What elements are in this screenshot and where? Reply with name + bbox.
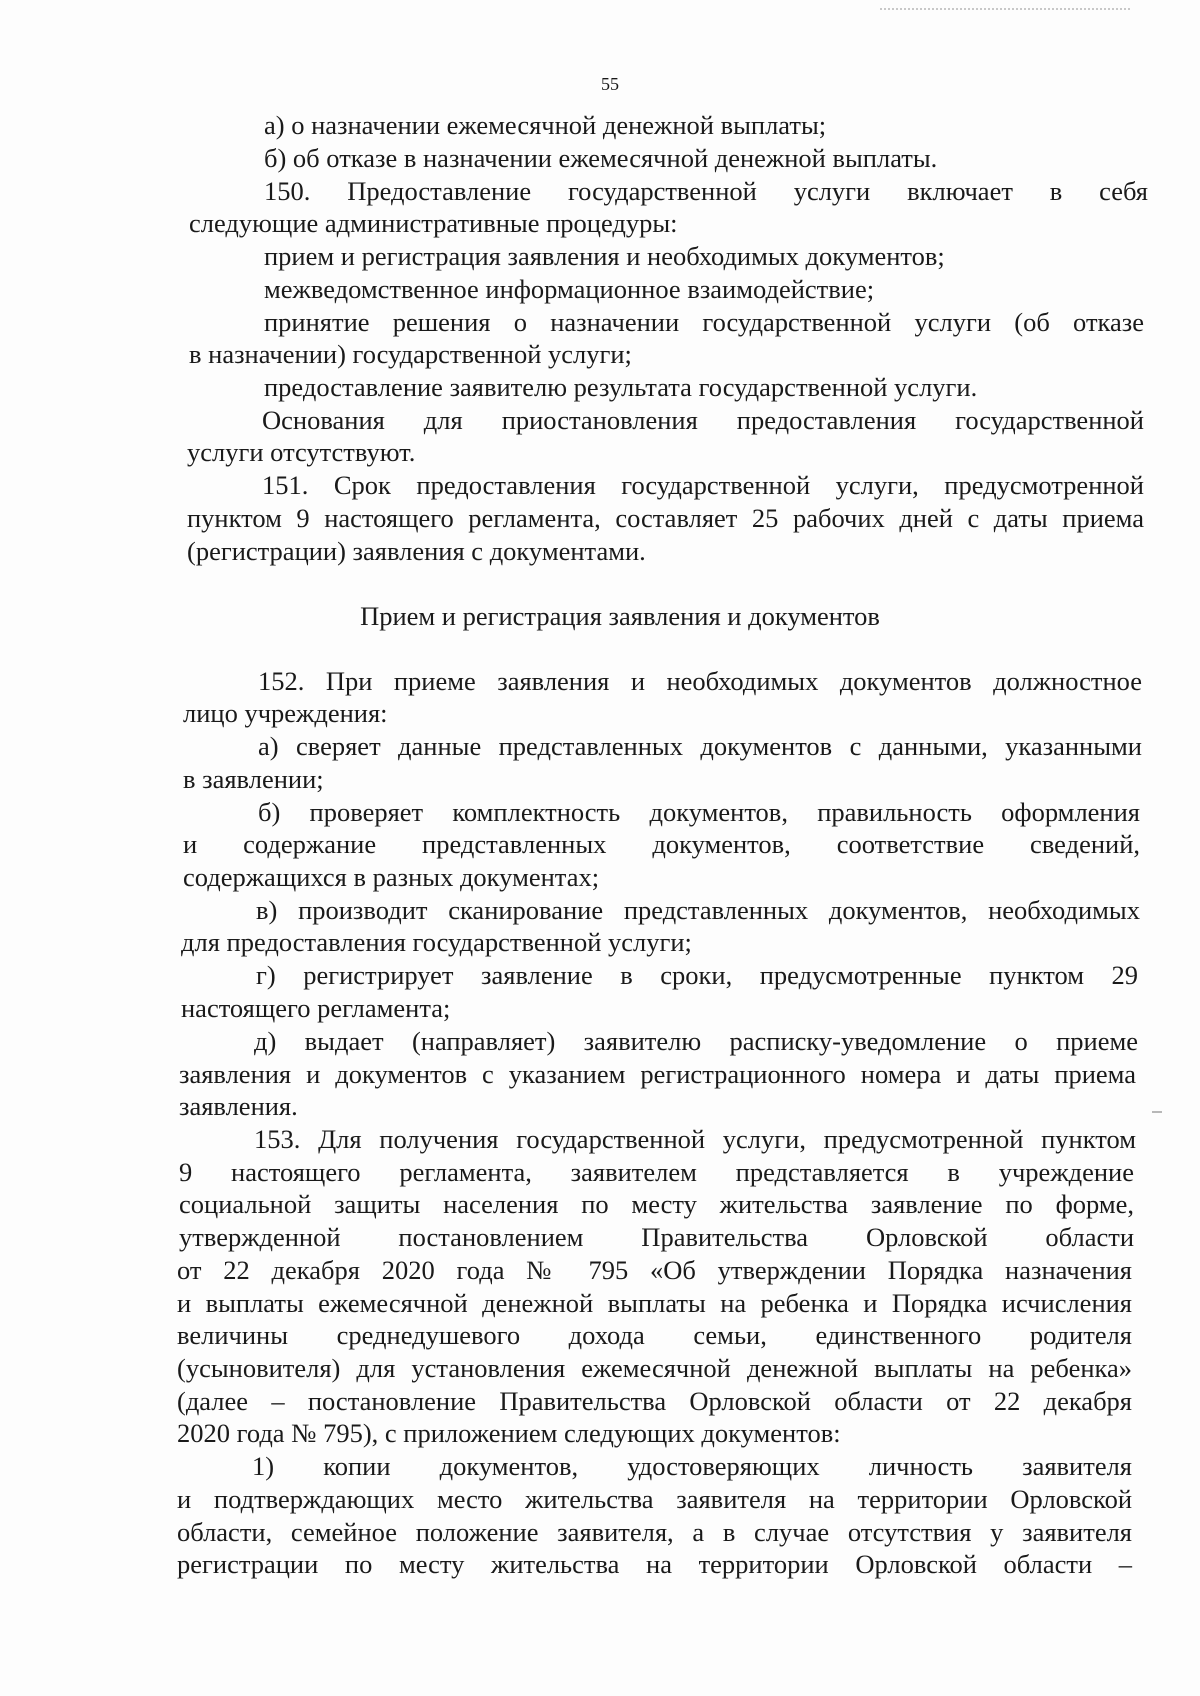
text-line: и выплаты ежемесячной денежной выплаты на ребенка и Порядка исчисления — [177, 1288, 1132, 1318]
text-line: заявления и документов с указанием регистрационного номера и даты приема — [179, 1059, 1136, 1089]
text-line: в назначении) государственной услуги; — [189, 339, 632, 369]
text-line: для предоставления государственной услуги; — [181, 927, 692, 957]
text-line: утвержденной постановлением Правительства Орловской области — [179, 1222, 1134, 1252]
text-line: пунктом 9 настоящего регламента, составляет 25 рабочих дней с даты приема — [187, 503, 1144, 533]
text-line: лицо учреждения: — [183, 698, 388, 728]
text-line: 1) копии документов, удостоверяющих личность заявителя — [252, 1451, 1132, 1481]
text-line: в заявлении; — [183, 764, 324, 794]
text-line: (усыновителя) для установления ежемесячной денежной выплаты на ребенка» — [177, 1353, 1132, 1383]
text-line: межведомственное информационное взаимодействие; — [264, 274, 875, 304]
text-line: следующие административные процедуры: — [189, 208, 678, 238]
text-line: д) выдает (направляет) заявителю расписку-уведомление о приеме — [254, 1026, 1138, 1056]
text-line: и подтверждающих место жительства заявителя на территории Орловской — [177, 1484, 1132, 1514]
text-line: 153. Для получения государственной услуги, предусмотренной пунктом — [254, 1124, 1136, 1154]
text-line: в) производит сканирование представленных документов, необходимых — [256, 895, 1140, 925]
text-line: настоящего регламента; — [181, 993, 451, 1023]
text-line: г) регистрирует заявление в сроки, предусмотренные пунктом 29 — [256, 960, 1138, 990]
text-line: предоставление заявителю результата государственной услуги. — [264, 372, 978, 402]
text-line: б) проверяет комплектность документов, правильность оформления — [258, 797, 1140, 827]
text-line: прием и регистрация заявления и необходимых документов; — [264, 241, 945, 271]
text-line: принятие решения о назначении государственной услуги (об отказе — [264, 307, 1144, 337]
text-line: величины среднедушевого дохода семьи, единственного родителя — [177, 1320, 1132, 1350]
text-line: области, семейное положение заявителя, а в случае отсутствия у заявителя — [177, 1517, 1132, 1547]
scan-artifact-mark — [1152, 1111, 1162, 1113]
text-line: содержащихся в разных документах; — [183, 862, 600, 892]
text-line: (далее – постановление Правительства Орловской области от 22 декабря — [177, 1386, 1132, 1416]
text-line: 151. Срок предоставления государственной услуги, предусмотренной — [262, 470, 1144, 500]
text-line: социальной защиты населения по месту жительства заявление по форме, — [179, 1189, 1134, 1219]
text-line: 2020 года № 795), с приложением следующих документов: — [177, 1418, 841, 1448]
text-line: услуги отсутствуют. — [187, 437, 416, 467]
scan-artifact — [880, 8, 1130, 13]
text-line: и содержание представленных документов, соответствие сведений, — [183, 829, 1140, 859]
text-line: 152. При приеме заявления и необходимых документов должностное — [258, 666, 1142, 696]
text-line: регистрации по месту жительства на территории Орловской области – — [177, 1549, 1132, 1579]
text-line: от 22 декабря 2020 года № 795 «Об утверждении Порядка назначения — [177, 1255, 1132, 1285]
page-number: 55 — [601, 74, 619, 94]
text-line: а) о назначении ежемесячной денежной выплаты; — [264, 110, 827, 140]
text-line: Основания для приостановления предоставления государственной — [262, 405, 1144, 435]
text-line: а) сверяет данные представленных документов с данными, указанными — [258, 731, 1142, 761]
text-line: б) об отказе в назначении ежемесячной денежной выплаты. — [264, 143, 938, 173]
text-line: заявления. — [179, 1091, 298, 1121]
text-line: (регистрации) заявления с документами. — [187, 536, 646, 566]
text-line: 150. Предоставление государственной услуги включает в себя — [264, 176, 1148, 206]
section-heading: Прием и регистрация заявления и документов — [360, 601, 880, 631]
text-line: 9 настоящего регламента, заявителем представляется в учреждение — [179, 1157, 1134, 1187]
